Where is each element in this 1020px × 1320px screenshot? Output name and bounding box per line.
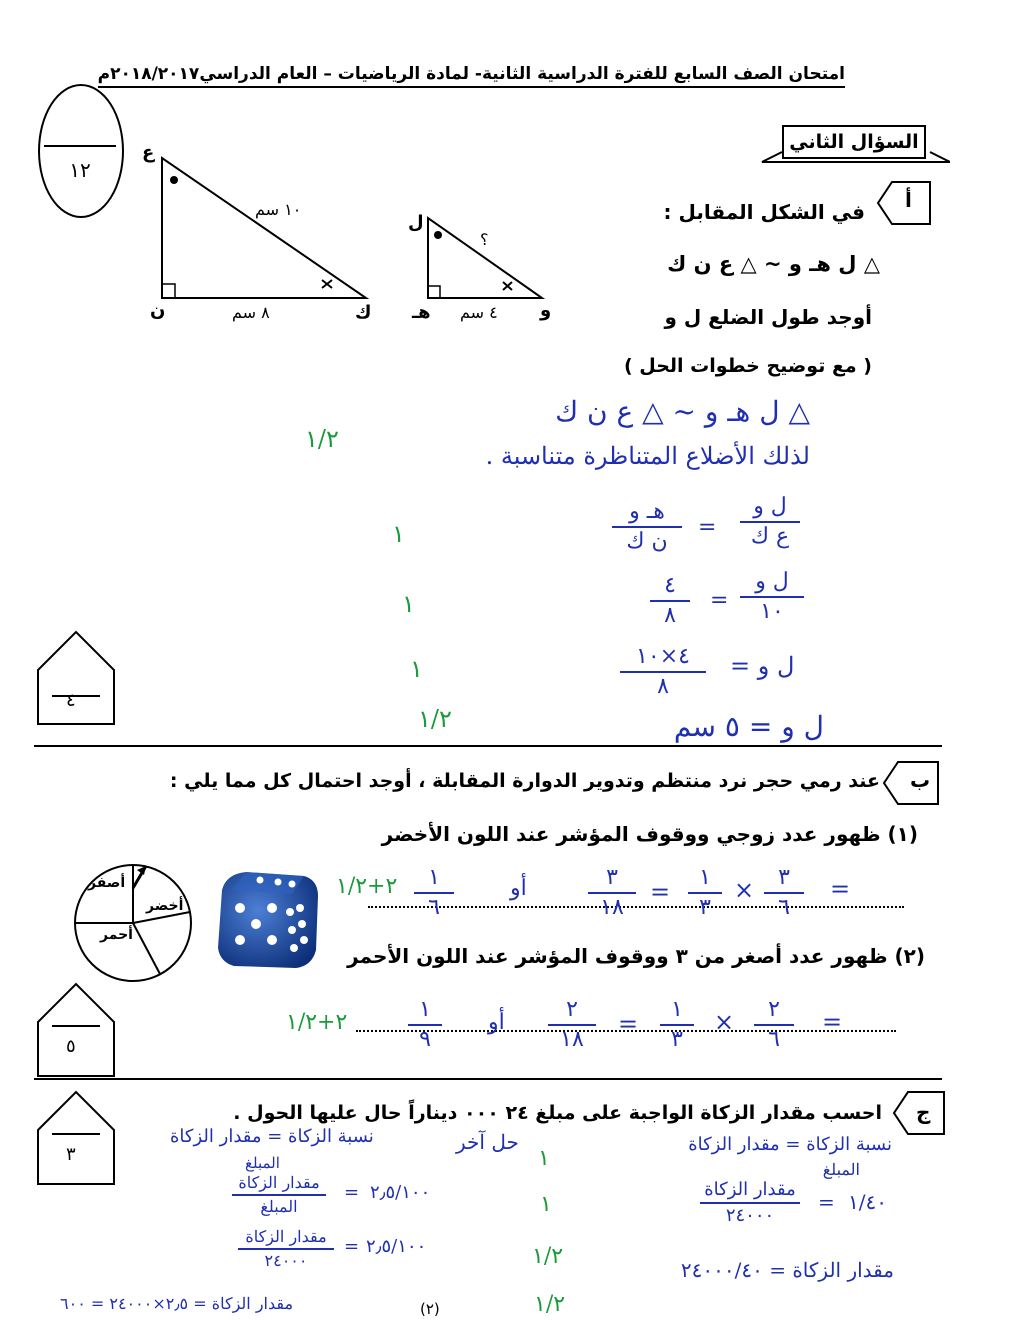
dice-image — [212, 868, 322, 972]
sol2-row2-eq: = — [344, 1182, 360, 1203]
answer-b2-frac2: ١ ٣ — [660, 998, 694, 1052]
spinner-green: أخضر — [146, 898, 184, 914]
answer-b1-frac1: ٣ ٦ — [764, 866, 804, 920]
part-c-letter: ج — [916, 1100, 931, 1124]
part-a-intro: في الشكل المقابل : — [663, 200, 865, 224]
score-a-max: ٤ — [66, 690, 76, 711]
mark-a-1: ١/٢ — [305, 425, 339, 453]
answer-a-eq3-frac: ٤×١٠ ٨ — [620, 645, 706, 699]
part-b-letter: ب — [910, 768, 931, 792]
total-score-max: ١٢ — [69, 158, 91, 182]
score-c-max: ٣ — [66, 1144, 76, 1165]
banner-ribbon — [760, 150, 950, 170]
mark-a-5: ١/٢ — [418, 705, 452, 733]
answer-b1-or: أو — [510, 876, 527, 901]
answer-b2-equals-2: = — [618, 1010, 639, 1038]
sol1-row1b: المبلغ — [822, 1160, 860, 1179]
mark-b1: ٢+١/٢ — [336, 874, 398, 899]
score-box-b — [36, 982, 116, 1078]
answer-a-eq2-left: ل و ١٠ — [740, 570, 804, 624]
sol2-row3-frac: مقدار الزكاة ٢٤٠٠٠ — [238, 1228, 334, 1269]
score-box-a — [36, 630, 116, 726]
sol2-row3-eq: = — [344, 1236, 360, 1257]
answer-b2-or: أو — [488, 1010, 505, 1035]
sol2-row4: مقدار الزكاة = ٢٫٥×٢٤٠٠٠ = ٦٠٠ — [60, 1294, 294, 1313]
part-a-letter: أ — [905, 188, 912, 212]
sol2-row2-frac: مقدار الزكاة المبلغ — [232, 1174, 326, 1215]
page-number: (٢) — [420, 1300, 440, 1318]
label-waw: و — [540, 300, 552, 321]
answer-b2-frac3: ٢ ١٨ — [548, 998, 596, 1052]
part-a-tag — [876, 180, 932, 226]
label-kaf: ك — [355, 302, 372, 323]
answer-a-line1: △ ل هـ و ~ △ ع ن ك — [555, 395, 810, 428]
label-nun: ن — [150, 300, 166, 321]
part-a-similarity: △ ل هـ و ~ △ ع ن ك — [667, 252, 880, 276]
answer-b1-frac4: ١ ٦ — [414, 866, 454, 920]
big-triangle — [162, 158, 366, 298]
spinner-yellow: أصفر — [88, 875, 126, 891]
divider-1 — [34, 745, 942, 747]
divider-2 — [34, 1078, 942, 1080]
answer-a-eq1-equals: = — [698, 515, 717, 540]
mark-a-2: ١ — [392, 520, 405, 548]
part-b-q1: (١) ظهور عدد زوجي ووقوف المؤشر عند اللون الأخضر — [381, 822, 918, 846]
sol1-row3: مقدار الزكاة = ٢٤٠٠٠/٤٠ — [680, 1258, 894, 1282]
sol1-row2-eq: = — [818, 1190, 835, 1214]
sol2-row1b: المبلغ — [245, 1154, 280, 1172]
answer-b1-times: × — [734, 876, 755, 904]
label-big-hyp: ١٠ سم — [255, 200, 302, 219]
label-ain: ع — [142, 142, 155, 163]
sol2-row2-left: ٢٫٥/١٠٠ — [370, 1182, 431, 1203]
sol2-row3-left: ٢٫٥/١٠٠ — [366, 1236, 427, 1257]
label-big-base: ٨ سم — [232, 303, 270, 322]
answer-a-eq3-lhs: ل و = — [730, 652, 795, 680]
score-box-c — [36, 1090, 116, 1186]
answer-a-line2: لذلك الأضلاع المتناظرة متناسبة . — [485, 442, 810, 470]
total-score-line — [44, 145, 116, 147]
answer-b2-frac4: ١ ٩ — [408, 998, 442, 1052]
mark-a-4: ١ — [410, 655, 423, 683]
label-ha: هـ — [412, 302, 431, 323]
answer-b1-frac3: ٣ ١٨ — [588, 866, 636, 920]
mark-c-3: ١/٢ — [532, 1244, 564, 1269]
answer-b1-frac2: ١ ٣ — [688, 866, 722, 920]
answer-a-eq4: ل و = ٥ سم — [673, 710, 824, 743]
part-c-text: احسب مقدار الزكاة الواجبة على مبلغ ٢٤ ٠٠٠ ديناراً حال عليها الحول . — [233, 1102, 882, 1124]
sol2-row1: نسبة الزكاة = مقدار الزكاة — [170, 1126, 374, 1147]
score-b-max: ٥ — [66, 1036, 76, 1057]
mark-a-3: ١ — [402, 590, 415, 618]
mark-c-4: ١/٢ — [534, 1292, 566, 1317]
answer-a-eq2-equals: = — [710, 588, 729, 613]
sol1-row1: نسبة الزكاة = مقدار الزكاة — [688, 1134, 892, 1155]
mark-c-1: ١ — [538, 1146, 550, 1171]
answer-b2-equals-1: = — [822, 1008, 843, 1036]
part-b-q2: (٢) ظهور عدد أصغر من ٣ ووقوف المؤشر عند اللون الأحمر — [347, 944, 925, 968]
question-title: السؤال الثاني — [789, 131, 919, 153]
answer-b2-frac1: ٢ ٦ — [754, 998, 794, 1052]
part-a-task: أوجد طول الضلع ل و — [664, 305, 872, 329]
answer-b1-equals-2: = — [650, 878, 671, 906]
sol1-row2-left: ١/٤٠ — [848, 1190, 887, 1214]
answer-b2-times: × — [714, 1008, 735, 1036]
answer-a-eq2-right: ٤ ٨ — [650, 574, 690, 628]
spinner-red: أحمر — [100, 927, 133, 943]
answer-a-eq1-left: ل و ع ك — [740, 495, 800, 549]
label-small-base: ٤ سم — [460, 303, 498, 322]
label-lam: ل — [408, 212, 424, 233]
sol-or-label: حل آخر — [456, 1130, 519, 1154]
answer-a-eq1-right: هـ و ن ك — [612, 500, 682, 554]
mark-c-2: ١ — [540, 1192, 552, 1217]
part-a-note: ( مع توضيح خطوات الحل ) — [623, 355, 872, 377]
exam-header: امتحان الصف السابع للفترة الدراسية الثانية- لمادة الرياضيات – العام الدراسي٢٠١٨/٢٠١٧م — [98, 64, 845, 88]
total-score-oval — [38, 84, 124, 218]
answer-b1-equals-1: = — [830, 875, 851, 903]
part-b-intro: عند رمي حجر نرد منتظم وتدوير الدوارة المقابلة ، أوجد احتمال كل مما يلي : — [169, 770, 880, 792]
label-small-hyp: ؟ — [480, 230, 489, 249]
sol1-row2-frac: مقدار الزكاة ٢٤٠٠٠ — [700, 1180, 800, 1226]
mark-b2: ٢+١/٢ — [286, 1010, 348, 1035]
